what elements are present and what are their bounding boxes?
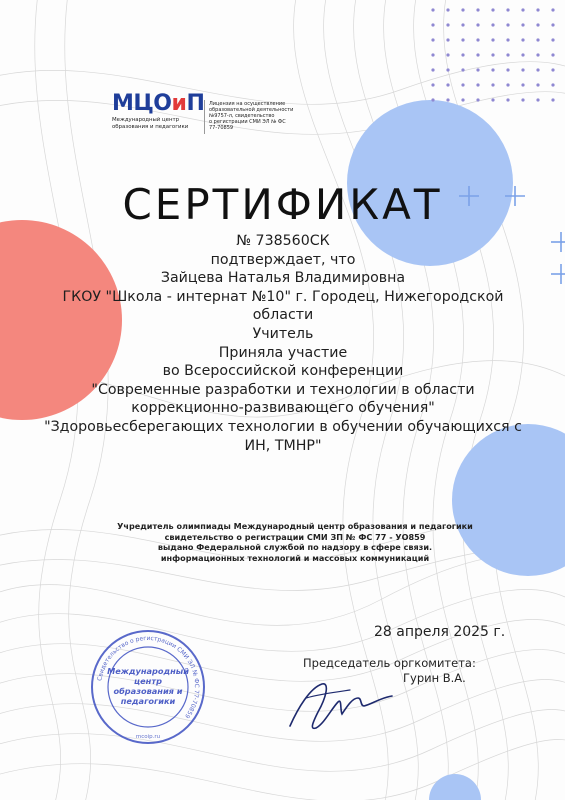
svg-text:образования и: образования и bbox=[113, 686, 183, 696]
logo-divider bbox=[204, 100, 205, 134]
logo-subtitle: Международный центр образования и педагогики bbox=[112, 117, 189, 130]
certificate-body bbox=[28, 232, 538, 455]
conference-title-line: коррекционно-развивающего обучения" bbox=[131, 400, 435, 417]
license-info: Лицензия на осуществление образовательной деятельности №9757-л, свидетельство о регистрации СМИ ЭЛ № ФС 77-70859 bbox=[209, 101, 294, 132]
svg-text:центр: центр bbox=[134, 676, 162, 686]
svg-text:педагогики: педагогики bbox=[120, 696, 176, 706]
participation-text: Приняла участие bbox=[218, 344, 348, 361]
chair-name: Гурин В.А. bbox=[403, 671, 466, 685]
recipient-position: Учитель bbox=[252, 325, 314, 342]
svg-text:Свидетельство о регистрации СМ: Свидетельство о регистрации СМИ ЭЛ № ФС 77-70859 bbox=[96, 634, 201, 720]
logo-wordmark: МЦОиП bbox=[112, 91, 205, 116]
organization-line: области bbox=[252, 307, 314, 324]
svg-text:Международный: Международный bbox=[107, 666, 189, 676]
organization-line: ГКОУ "Школа - интернат №10" г. Городец, Нижегородской bbox=[62, 288, 504, 305]
topic-line: "Здоровьесберегающих технологии в обучении обучающихся с bbox=[44, 418, 522, 435]
chair-signature bbox=[280, 668, 400, 738]
topic-line: ИН, ТМНР" bbox=[244, 437, 322, 454]
recipient-name: Зайцева Наталья Владимировна bbox=[160, 270, 406, 287]
event-name: во Всероссийской конференции bbox=[162, 363, 404, 380]
certificate-number: № 738560СК bbox=[236, 233, 330, 249]
official-stamp bbox=[89, 628, 207, 746]
founder-info: Учредитель олимпиады Международный центр образования и педагогики свидетельство о регистрации СМИ ЗП № ФС 77 - УО859 выдано Федеральной службой по надзору в сфере связи. информационных технологий и массовых коммуникаций bbox=[117, 521, 473, 563]
issue-date: 28 апреля 2025 г. bbox=[374, 624, 506, 640]
organization-logo bbox=[112, 93, 212, 130]
certificate-title: СЕРТИФИКАТ bbox=[122, 180, 443, 229]
chair-title: Председатель оргкомитета: bbox=[303, 656, 476, 670]
confirms-text: подтверждает, что bbox=[210, 251, 356, 268]
conference-title-line: "Современные разработки и технологии в области bbox=[91, 381, 475, 398]
svg-text:mcoip.ru: mcoip.ru bbox=[135, 734, 161, 740]
